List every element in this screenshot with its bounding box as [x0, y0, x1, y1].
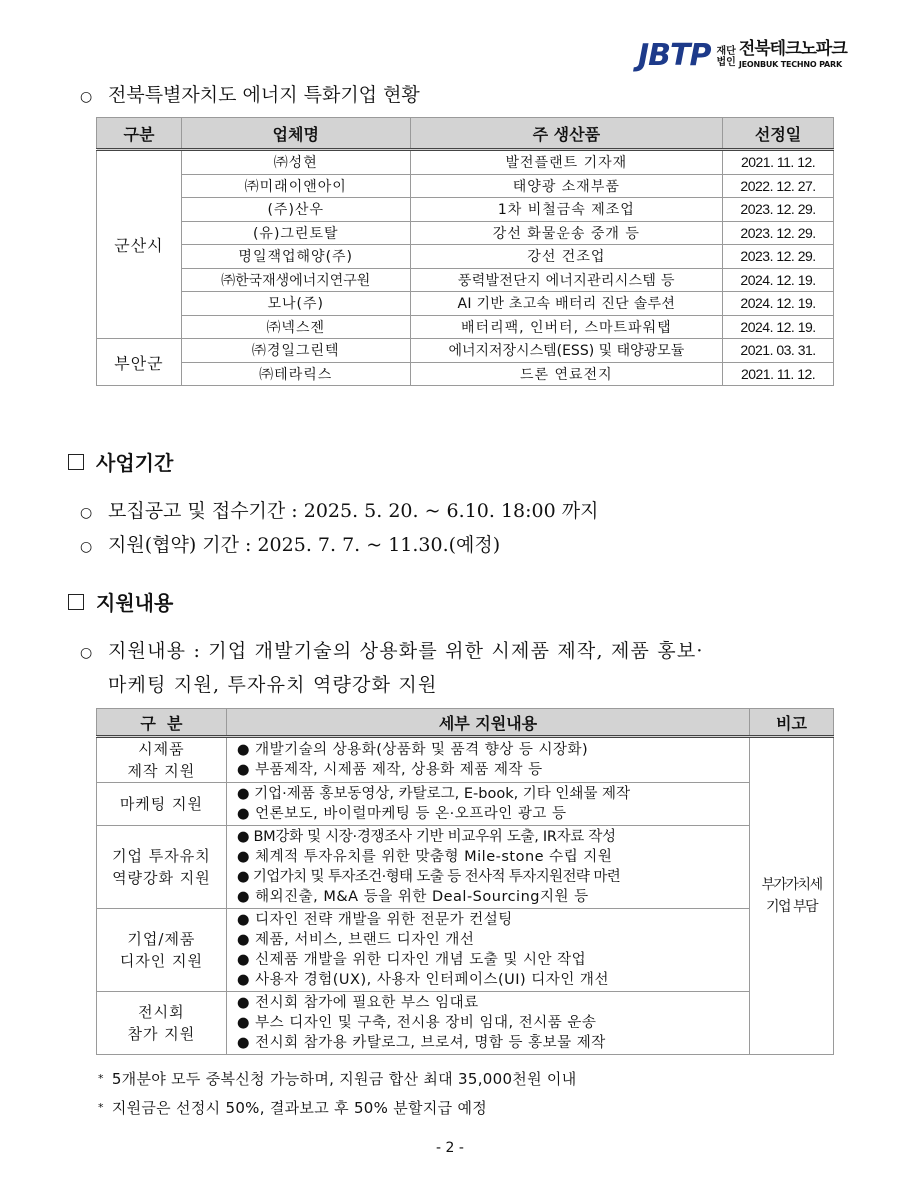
table-row — [97, 339, 834, 363]
support-details-table — [96, 708, 834, 1055]
header-product: 주 생산품 — [410, 118, 723, 150]
category-line: 역량강화 지원 — [112, 869, 211, 887]
detail-item: ● 체계적 투자유치를 위한 맞춤형 Mile-stone 수립 지원 — [236, 849, 613, 865]
header-region: 구분 — [97, 118, 182, 150]
detail-item: ● 기업·제품 홍보동영상, 카탈로그, E-book, 기타 인쇄물 제작 — [236, 786, 631, 802]
product-cell: AI 기반 초고속 배터리 진단 솔루션 — [410, 292, 723, 316]
asterisk-icon: * — [98, 1072, 104, 1085]
category-cell — [97, 992, 227, 1055]
date-cell: 2021. 03. 31. — [723, 339, 834, 363]
detail-item: ● 부스 디자인 및 구축, 전시용 장비 임대, 전시품 운송 — [236, 1015, 597, 1031]
detail-item: ● 신제품 개발을 위한 디자인 개념 도출 및 시안 작업 — [236, 952, 587, 968]
support-intro-text: 지원내용 : 기업 개발기술의 상용화를 위한 시제품 제작, 제품 홍보· — [108, 640, 704, 662]
product-cell: 태양광 소재부품 — [410, 174, 723, 198]
date-cell: 2023. 12. 29. — [723, 198, 834, 222]
table-row — [97, 362, 834, 386]
detail-cell — [226, 992, 749, 1055]
energy-companies-table — [96, 117, 834, 386]
detail-item: ● 전시회 참가용 카탈로그, 브로셔, 명함 등 홍보물 제작 — [236, 1035, 606, 1051]
logo-mark: JBTP — [638, 37, 711, 73]
company-cell: ㈜테라릭스 — [181, 362, 410, 386]
detail-item: ● 기업가치 및 투자조건·형태 도출 등 전사적 투자지원전략 마련 — [236, 869, 621, 885]
product-cell: 에너지저장시스템(ESS) 및 태양광모듈 — [410, 339, 723, 363]
company-cell: ㈜경일그린텍 — [181, 339, 410, 363]
period-item-support — [80, 530, 500, 557]
table-row — [97, 826, 834, 909]
header-date: 선정일 — [723, 118, 834, 150]
detail-item: ● 디자인 전략 개발을 위한 전문가 컨설팅 — [236, 912, 513, 928]
category-cell — [97, 909, 227, 992]
table-row — [97, 150, 834, 175]
table-row — [97, 174, 834, 198]
product-cell: 강선 화물운송 중개 등 — [410, 221, 723, 245]
company-cell: (유)그린토탈 — [181, 221, 410, 245]
region-cell: 부안군 — [97, 339, 182, 386]
footnote-max-amount — [98, 1068, 577, 1089]
period-item-text: 지원(협약) 기간 : 2025. 7. 7. ~ 11.30.(예정) — [108, 534, 501, 556]
table-row — [97, 221, 834, 245]
circle-bullet-icon: ○ — [80, 539, 93, 555]
category-line: 전시회 — [138, 1003, 185, 1021]
table-row — [97, 245, 834, 269]
product-cell: 드론 연료전지 — [410, 362, 723, 386]
date-cell: 2024. 12. 19. — [723, 268, 834, 292]
period-title: 사업기간 — [96, 451, 174, 475]
page-number: - 2 - — [436, 1140, 464, 1156]
circle-bullet-icon: ○ — [80, 505, 93, 521]
company-cell: ㈜미래이앤아이 — [181, 174, 410, 198]
company-cell: ㈜성현 — [181, 150, 410, 175]
support-section-heading — [68, 587, 173, 616]
support-intro-line1 — [80, 636, 704, 663]
period-section-heading — [68, 447, 173, 476]
category-line: 디자인 지원 — [119, 952, 204, 970]
table-row — [97, 292, 834, 316]
category-line: 기업/제품 — [127, 930, 196, 948]
jbtp-logo — [638, 37, 847, 73]
logo-text — [716, 40, 846, 71]
category-line: 참가 지원 — [127, 1025, 196, 1043]
note-line: 부가가치세 — [761, 877, 822, 893]
note-cell — [750, 737, 834, 1055]
product-cell: 발전플랜트 기자재 — [410, 150, 723, 175]
period-item-text: 모집공고 및 접수기간 : 2025. 5. 20. ~ 6.10. 18:00 까지 — [108, 500, 599, 522]
region-cell: 군산시 — [97, 150, 182, 339]
footnote-text: 5개분야 모두 중복신청 가능하며, 지원금 합산 최대 35,000천원 이내 — [111, 1070, 577, 1088]
detail-item: ● 사용자 경험(UX), 사용자 인터페이스(UI) 디자인 개선 — [236, 972, 609, 988]
table-row — [97, 737, 834, 783]
product-cell: 배터리팩, 인버터, 스마트파워탭 — [410, 315, 723, 339]
header-company: 업체명 — [181, 118, 410, 150]
product-cell: 1차 비철금속 제조업 — [410, 198, 723, 222]
table-header-row — [97, 118, 834, 150]
company-cell: (주)산우 — [181, 198, 410, 222]
category-cell — [97, 826, 227, 909]
table-row — [97, 198, 834, 222]
logo-prefix-bottom: 법인 — [716, 57, 736, 68]
header-category: 구 분 — [97, 709, 227, 737]
checkbox-square-icon — [68, 594, 84, 610]
note-line: 기업 부담 — [766, 899, 818, 915]
detail-cell — [226, 737, 749, 783]
date-cell: 2024. 12. 19. — [723, 292, 834, 316]
category-line: 기업 투자유치 — [112, 847, 211, 865]
date-cell: 2024. 12. 19. — [723, 315, 834, 339]
detail-cell — [226, 783, 749, 826]
checkbox-square-icon — [68, 454, 84, 470]
category-cell — [97, 783, 227, 826]
date-cell: 2023. 12. 29. — [723, 245, 834, 269]
table-row — [97, 315, 834, 339]
header-note: 비고 — [750, 709, 834, 737]
table-row — [97, 909, 834, 992]
logo-sub: JEONBUK TECHNO PARK — [738, 60, 842, 69]
footnote-text: 지원금은 선정시 50%, 결과보고 후 50% 분할지급 예정 — [111, 1099, 488, 1117]
logo-name: 전북테크노파크 — [738, 39, 847, 59]
detail-item: ● BM강화 및 시장·경쟁조사 기반 비교우위 도출, IR자료 작성 — [236, 829, 616, 845]
date-cell: 2023. 12. 29. — [723, 221, 834, 245]
company-cell: 모나(주) — [181, 292, 410, 316]
detail-cell — [226, 826, 749, 909]
detail-item: ● 전시회 참가에 필요한 부스 임대료 — [236, 995, 479, 1011]
support-intro-line2: 마케팅 지원, 투자유치 역량강화 지원 — [108, 674, 438, 696]
category-line: 시제품 — [138, 740, 185, 758]
detail-item: ● 언론보도, 바이럴마케팅 등 온·오프라인 광고 등 — [236, 806, 567, 822]
table-row — [97, 783, 834, 826]
detail-item: ● 부품제작, 시제품 제작, 상용화 제품 제작 등 — [236, 762, 543, 778]
logo-prefix-top: 재단 — [716, 46, 736, 57]
table-header-row — [97, 709, 834, 737]
product-cell: 풍력발전단지 에너지관리시스템 등 — [410, 268, 723, 292]
company-cell: 명일잭업해양(주) — [181, 245, 410, 269]
circle-bullet-icon: ○ — [80, 645, 94, 661]
companies-heading — [80, 80, 420, 107]
circle-bullet-icon: ○ — [80, 89, 93, 105]
company-cell: ㈜한국재생에너지연구원 — [181, 268, 410, 292]
date-cell: 2021. 11. 12. — [723, 150, 834, 175]
support-title: 지원내용 — [96, 591, 174, 615]
period-item-recruitment — [80, 496, 598, 523]
asterisk-icon: * — [98, 1101, 104, 1114]
category-cell — [97, 737, 227, 783]
detail-item: ● 제품, 서비스, 브랜드 디자인 개선 — [236, 932, 475, 948]
category-line: 마케팅 지원 — [119, 795, 204, 813]
companies-title: 전북특별자치도 에너지 특화기업 현황 — [108, 84, 420, 106]
product-cell: 강선 건조업 — [410, 245, 723, 269]
company-cell: ㈜넥스젠 — [181, 315, 410, 339]
date-cell: 2021. 11. 12. — [723, 362, 834, 386]
detail-cell — [226, 909, 749, 992]
header-details: 세부 지원내용 — [226, 709, 749, 737]
date-cell: 2022. 12. 27. — [723, 174, 834, 198]
detail-item: ● 해외진출, M&A 등을 위한 Deal-Sourcing지원 등 — [236, 889, 589, 905]
table-row — [97, 268, 834, 292]
table-row — [97, 992, 834, 1055]
category-line: 제작 지원 — [127, 762, 196, 780]
detail-item: ● 개발기술의 상용화(상품화 및 품격 향상 등 시장화) — [236, 742, 589, 758]
footnote-payment-schedule — [98, 1097, 487, 1118]
